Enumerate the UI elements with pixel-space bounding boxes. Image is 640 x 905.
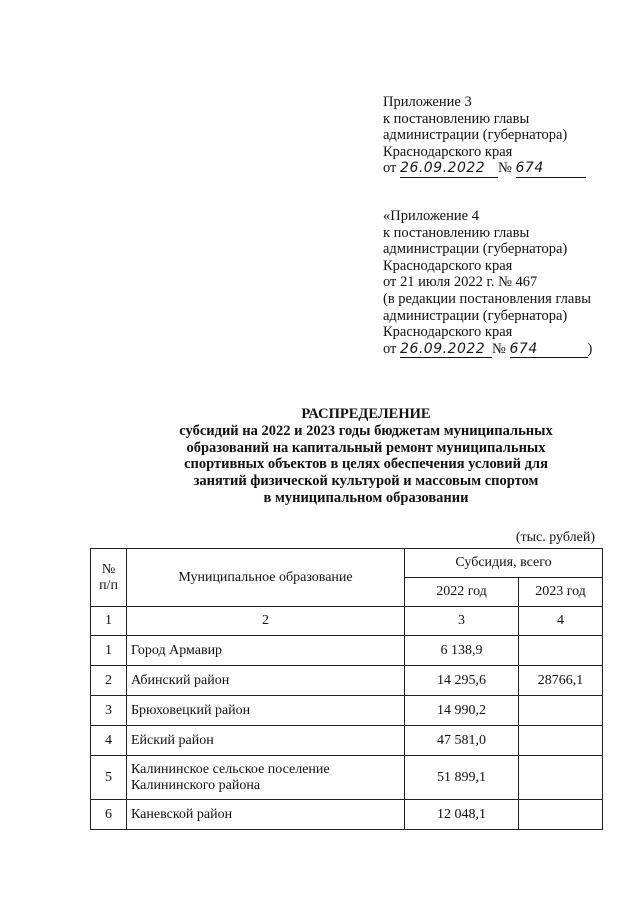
table-row bbox=[91, 666, 603, 696]
column-number: 4 bbox=[519, 607, 603, 636]
units-label: (тыс. рублей) bbox=[515, 530, 595, 545]
appendix-3-date-line bbox=[383, 160, 586, 178]
column-number: 2 bbox=[127, 607, 405, 636]
row-number: 4 bbox=[91, 726, 127, 756]
subsidy-table bbox=[90, 548, 603, 830]
header-year-2023: 2023 год bbox=[519, 578, 603, 607]
document-title bbox=[150, 406, 582, 507]
table-row bbox=[91, 756, 603, 800]
row-number: 5 bbox=[91, 756, 127, 800]
header-year-2022: 2022 год bbox=[405, 578, 519, 607]
row-value-2023 bbox=[519, 726, 603, 756]
title-line: спортивных объектов в целях обеспечения условий для bbox=[184, 456, 548, 473]
table-row bbox=[91, 800, 603, 830]
appendix-4-line: к постановлению главы bbox=[383, 224, 530, 241]
appendix-4-line: администрации (губернатора) bbox=[383, 307, 568, 324]
row-municipality: Ейский район bbox=[127, 726, 405, 756]
row-municipality: Каневской район bbox=[127, 800, 405, 830]
closing-paren: ) bbox=[587, 340, 593, 357]
appendix-4-line: Краснодарского края bbox=[383, 324, 513, 341]
header-municipality: Муниципальное образование bbox=[127, 549, 405, 607]
table-row bbox=[91, 636, 603, 666]
from-label: от bbox=[383, 160, 397, 177]
appendix-3-header bbox=[383, 94, 586, 178]
appendix-4-date-line bbox=[383, 341, 592, 359]
from-label: от bbox=[383, 340, 397, 357]
row-value-2022: 6 138,9 bbox=[405, 636, 519, 666]
row-municipality-line: Калининского района bbox=[131, 777, 261, 793]
header-number-symbol: № bbox=[101, 561, 116, 577]
table-header-row bbox=[91, 549, 603, 578]
row-number: 2 bbox=[91, 666, 127, 696]
handwritten-date: 26.09.2022 bbox=[400, 341, 492, 359]
table-row bbox=[91, 696, 603, 726]
row-number: 6 bbox=[91, 800, 127, 830]
row-value-2022: 47 581,0 bbox=[405, 726, 519, 756]
row-value-2023 bbox=[519, 636, 603, 666]
title-line: субсидий на 2022 и 2023 годы бюджетам муниципальных bbox=[179, 422, 553, 439]
appendix-4-line: от 21 июля 2022 г. № 467 bbox=[383, 274, 538, 291]
appendix-3-title: Приложение 3 bbox=[383, 94, 472, 110]
row-municipality: Брюховецкий район bbox=[127, 696, 405, 726]
row-value-2022: 14 990,2 bbox=[405, 696, 519, 726]
row-value-2023 bbox=[519, 696, 603, 726]
row-municipality: Город Армавир bbox=[127, 636, 405, 666]
row-municipality-line: Калининское сельское поселение bbox=[131, 761, 330, 777]
appendix-4-line: Краснодарского края bbox=[383, 257, 513, 274]
row-value-2022: 51 899,1 bbox=[405, 756, 519, 800]
row-value-2023 bbox=[519, 800, 603, 830]
appendix-3-line: Краснодарского края bbox=[383, 143, 513, 160]
column-numbers-row bbox=[91, 607, 603, 636]
header-number bbox=[91, 549, 127, 607]
appendix-3-line: к постановлению главы bbox=[383, 110, 530, 127]
column-number: 3 bbox=[405, 607, 519, 636]
appendix-4-title: «Приложение 4 bbox=[383, 208, 479, 224]
row-number: 3 bbox=[91, 696, 127, 726]
handwritten-number: 674 bbox=[510, 341, 588, 359]
row-municipality: Абинский район bbox=[127, 666, 405, 696]
title-line: образований на капитальный ремонт муниципальных bbox=[186, 439, 546, 456]
title-line: в муниципальном образовании bbox=[263, 489, 469, 506]
handwritten-number: 674 bbox=[516, 160, 586, 178]
column-number: 1 bbox=[91, 607, 127, 636]
table-row bbox=[91, 726, 603, 756]
number-label: № bbox=[492, 340, 506, 357]
row-number: 1 bbox=[91, 636, 127, 666]
appendix-4-header bbox=[383, 208, 592, 358]
appendix-4-line: (в редакции постановления главы bbox=[383, 290, 591, 307]
appendix-4-line: администрации (губернатора) bbox=[383, 241, 568, 258]
row-value-2023 bbox=[519, 756, 603, 800]
row-value-2022: 12 048,1 bbox=[405, 800, 519, 830]
title-line: занятий физической культурой и массовым спортом bbox=[193, 473, 539, 490]
appendix-3-line: администрации (губернатора) bbox=[383, 127, 568, 144]
header-number-abbr: п/п bbox=[99, 577, 118, 593]
row-value-2023: 28766,1 bbox=[519, 666, 603, 696]
handwritten-date: 26.09.2022 bbox=[400, 160, 498, 178]
row-value-2022: 14 295,6 bbox=[405, 666, 519, 696]
row-municipality bbox=[127, 756, 405, 800]
title-heading: РАСПРЕДЕЛЕНИЕ bbox=[301, 406, 431, 422]
number-label: № bbox=[498, 160, 512, 177]
header-subsidy-total: Субсидия, всего bbox=[405, 549, 603, 578]
